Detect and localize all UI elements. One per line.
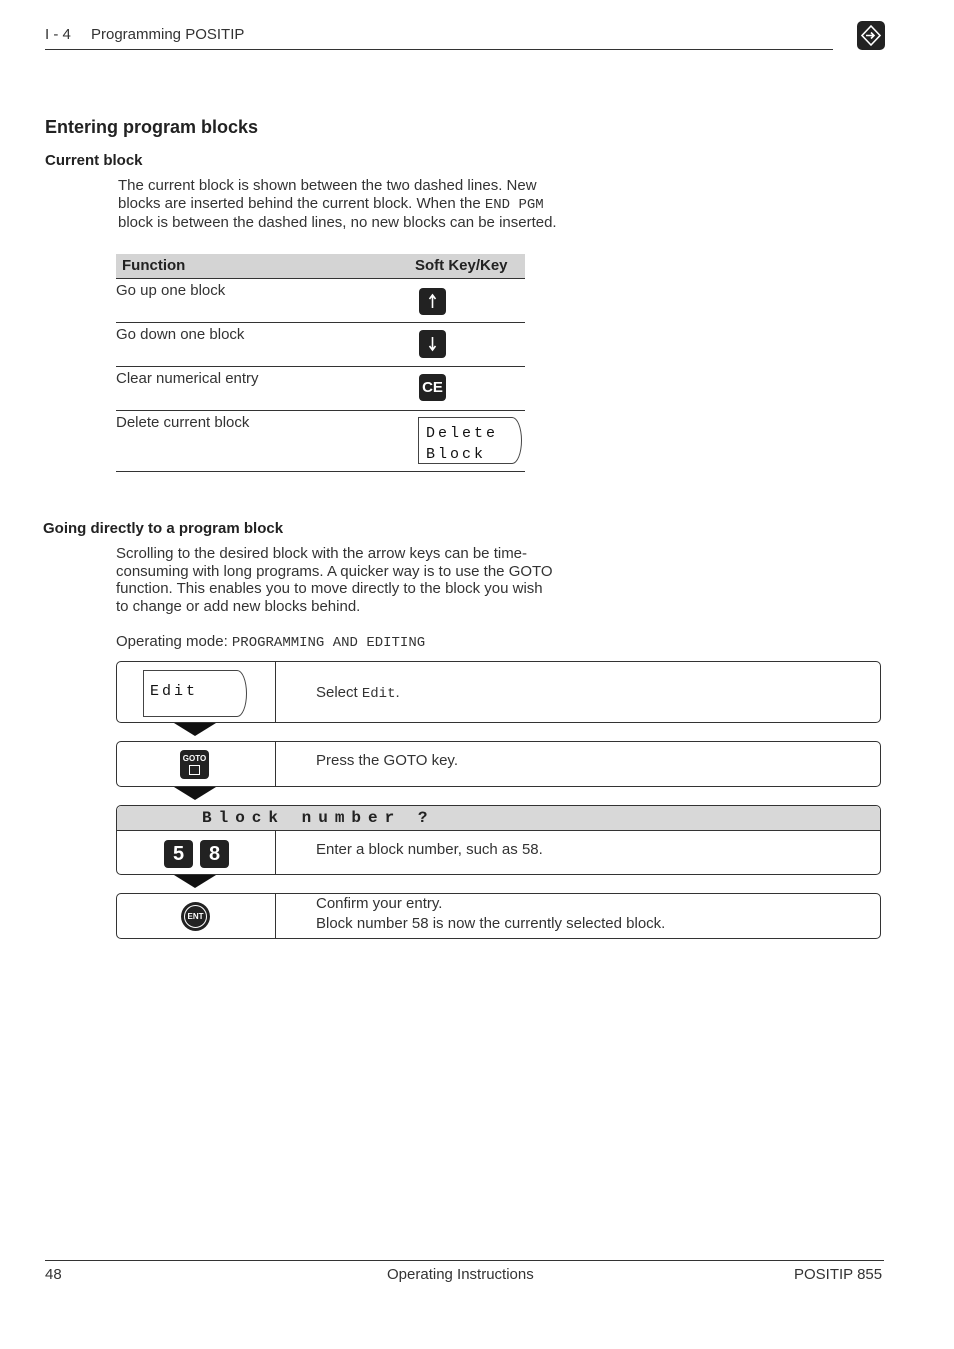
flow-arrow [174,723,216,736]
table-row: Delete current block Delete Block [116,411,525,472]
table-row: Go up one block [116,279,525,323]
goto-key: GOTO [180,750,209,779]
step-text: Select [316,684,358,701]
page-title: Entering program blocks [45,117,259,137]
footer-center: Operating Instructions [387,1266,534,1283]
step-text: Enter a block number, such as 58. [316,841,543,858]
col-function: Function [122,257,186,274]
edit-softkey: Edit [143,670,247,717]
footer-rule [45,1260,884,1261]
step-text: Confirm your entry. [316,895,443,912]
table-row: Go down one block [116,323,525,367]
function-table [116,254,525,472]
step-confirm [116,893,881,939]
up-arrow-key-icon [419,288,446,315]
header-title: Programming POSITIP [91,26,245,43]
mode-value: PROGRAMMING AND EDITING [231,635,426,651]
col-key: Soft Key/Key [415,257,508,274]
footer-product: POSITIP 855 [794,1266,883,1283]
section-number: I - 4 [45,26,71,43]
operating-mode: Operating mode: PROGRAMMING AND EDITING [116,633,426,651]
key-5: 5 [164,840,193,868]
delete-block-softkey: Delete Block [418,417,522,464]
display-line: Block number ? [117,806,880,831]
header-rule [45,49,833,50]
flow-arrow [174,787,216,800]
step-text: Press the GOTO key. [316,752,458,769]
current-block-heading: Current block [45,152,143,169]
step-text: Block number 58 is now the currently selected block. [316,915,666,932]
step-block-number [116,805,881,875]
flow-arrow [174,875,216,888]
edit-code: Edit [361,686,396,702]
diamond-arrow-icon [857,21,885,50]
ent-key: ENT [181,902,210,931]
goto-text: Scrolling to the desired block with the arrow keys can be time- consuming with long programs. A quicker way is to use the GOTO function. This enables you to move directly to the block you wish to change or add new blocks behind. [116,545,553,616]
goto-heading: Going directly to a program block [43,520,284,537]
function-table-header [116,254,525,279]
ce-key: CE [419,374,446,401]
end-pgm-code: END PGM [484,196,544,213]
step-goto [116,741,881,787]
table-row: Clear numerical entry CE [116,367,525,411]
page-number: 48 [45,1266,62,1283]
step-select-edit: Edit Select Edit. [116,661,881,723]
key-8: 8 [200,840,229,868]
down-arrow-key-icon [419,330,446,358]
current-block-text: The current block is shown between the two dashed lines. New blocks are inserted behind the current block. When the END PGM block is between the dashed lines, no new blocks can be inserted. [118,177,557,232]
